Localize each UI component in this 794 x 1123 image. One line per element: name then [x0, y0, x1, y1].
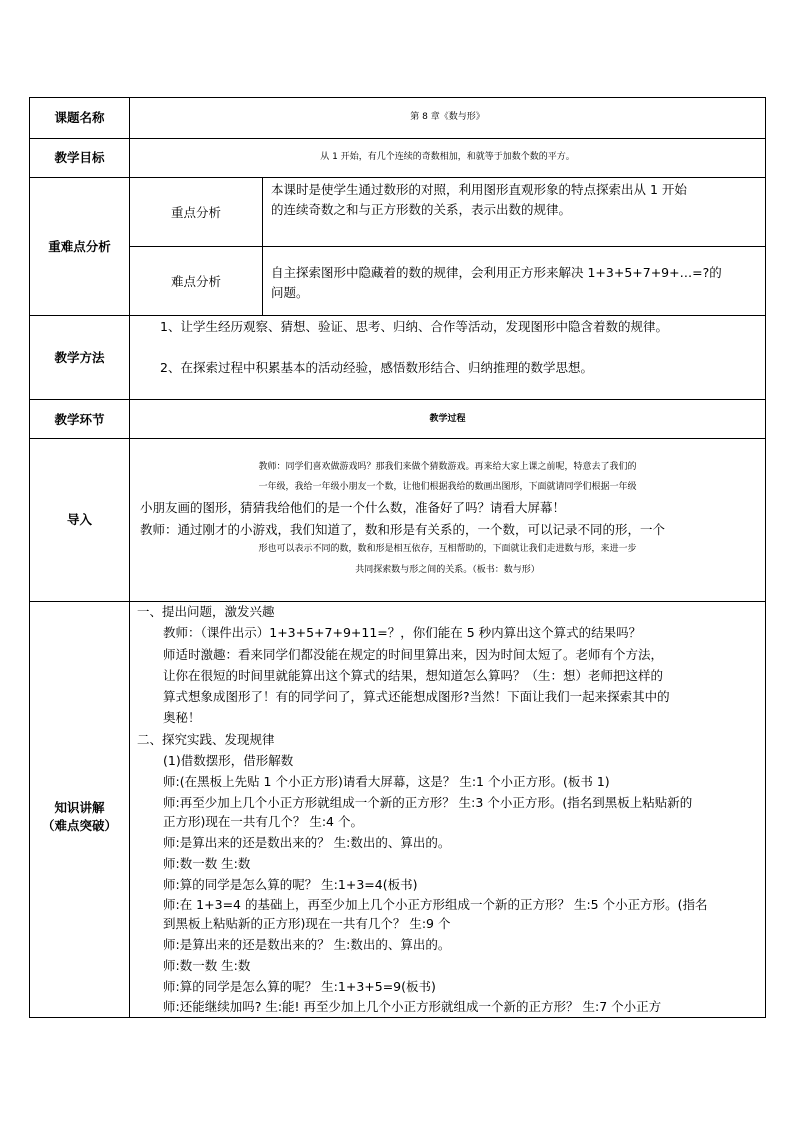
knowledge-line-13: 师:数一数 生:数 — [163, 856, 251, 871]
knowledge-line-5: 算式想象成图形了！有的同学问了，算式还能想成图形?当然！下面让我们一起来探索其中的 — [163, 689, 670, 704]
knowledge-line-18: 师:数一数 生:数 — [163, 958, 251, 973]
table-bottom-border — [29, 1017, 766, 1018]
knowledge-line-12: 师:是算出来的还是数出来的？ 生:数出的、算出的。 — [163, 835, 451, 850]
intro-line-4: 教师：通过刚才的小游戏，我们知道了，数和形是有关系的，一个数，可以记录不同的形，一个 — [140, 522, 666, 537]
key-sublabel-divider — [262, 177, 263, 315]
focus-label: 重点分析 — [170, 205, 221, 220]
intro-line-6: 共同探索数与形之间的关系。（板书：数与形） — [355, 565, 540, 575]
table-top-border — [29, 97, 766, 98]
knowledge-line-17: 师:是算出来的还是数出来的？ 生:数出的、算出的。 — [163, 937, 451, 952]
stage-value: 教学过程 — [429, 414, 466, 424]
knowledge-line-2: 教师：（课件出示）1+3+5+7+9+11=？，你们能在 5 秒内算出这个算式的结果吗？ — [163, 625, 642, 640]
row-divider-key-inner — [129, 246, 766, 247]
knowledge-line-10: 师:再至少加上几个小正方形就组成一个新的正方形？ 生:3 个小正方形。(指名到黑板上粘贴新的 — [163, 795, 693, 810]
row-divider-1 — [29, 138, 766, 139]
difficulty-label: 难点分析 — [170, 274, 221, 289]
knowledge-line-16: 到黑板上粘贴新的正方形)现在一共有几个？ 生:9 个 — [163, 916, 451, 931]
knowledge-line-9: 师:(在黑板上先贴 1 个小正方形)请看大屏幕，这是？ 生:1 个小正方形。(板书 1) — [163, 774, 610, 789]
knowledge-line-7: 二、探究实践、发现规律 — [137, 732, 275, 747]
key-difficulty-label: 重难点分析 — [48, 239, 111, 254]
row-divider-5 — [29, 438, 766, 439]
difficulty-line-1: 自主探索图形中隐藏着的数的规律，会利用正方形来解决 1+3+5+7+9+…=?的 — [271, 265, 722, 280]
difficulty-line-2: 问题。 — [271, 285, 309, 300]
focus-line-1: 本课时是使学生通过数形的对照，利用图形直观形象的特点探索出从 1 开始 — [271, 182, 687, 197]
focus-line-2: 的连续奇数之和与正方形数的关系，表示出数的规律。 — [271, 202, 572, 217]
knowledge-line-4: 让你在很短的时间里就能算出这个算式的结果，想知道怎么算吗？（生：想）老师把这样的 — [163, 668, 664, 683]
method-item-2: 2、在探索过程中积累基本的活动经验，感悟数形结合、归纳推理的数学思想。 — [160, 360, 593, 375]
stage-label: 教学环节 — [54, 412, 105, 427]
knowledge-line-15: 师:在 1+3=4 的基础上，再至少加上几个小正方形组成一个新的正方形？ 生:5 个小正方形。(指名 — [163, 897, 708, 912]
table-left-border — [29, 97, 30, 1018]
row-divider-4 — [29, 399, 766, 400]
title-label: 课题名称 — [54, 110, 105, 125]
knowledge-line-14: 师:算的同学是怎么算的呢？ 生:1+3=4(板书) — [163, 877, 418, 892]
goal-label: 教学目标 — [54, 150, 105, 165]
intro-line-5: 形也可以表示不同的数，数和形是相互依存，互相帮助的，下面就让我们走进数与形，来进一步 — [258, 544, 637, 554]
method-label: 教学方法 — [54, 350, 105, 365]
knowledge-line-8: (1)借数摆形，借形解数 — [163, 753, 294, 768]
goal-value: 从 1 开始，有几个连续的奇数相加，和就等于加数个数的平方。 — [320, 152, 575, 162]
knowledge-line-3: 师适时激趣：看来同学们都没能在规定的时间里算出来，因为时间太短了。老师有个方法， — [163, 647, 664, 662]
intro-line-3: 小朋友画的图形，猜猜我给他们的是一个什么数，准备好了吗？请看大屏幕！ — [140, 500, 566, 515]
table-right-border — [765, 97, 766, 1018]
knowledge-sublabel: （难点突破） — [41, 818, 117, 833]
title-value: 第 8 章《数与形》 — [410, 112, 485, 122]
knowledge-line-1: 一、提出问题，激发兴趣 — [137, 604, 275, 619]
row-divider-3 — [29, 315, 766, 316]
intro-line-1: 教师：同学们喜欢做游戏吗？那我们来做个猜数游戏。再来给大家上课之前呢，特意去了我们的 — [258, 462, 637, 472]
row-divider-2 — [29, 177, 766, 178]
knowledge-line-19: 师:算的同学是怎么算的呢？ 生:1+3+5=9(板书) — [163, 979, 436, 994]
method-item-1: 1、让学生经历观察、猜想、验证、思考、归纳、合作等活动，发现图形中隐含着数的规律。 — [160, 319, 668, 334]
intro-line-2: 一年级，我给一年级小朋友一个数，让他们根据我给的数画出图形，下面就请同学们根据一年级 — [258, 482, 637, 492]
knowledge-label: 知识讲解 — [54, 800, 105, 815]
knowledge-line-20: 师:还能继续加吗? 生:能! 再至少加上几个小正方形就组成一个新的正方形？ 生:7 个小正方 — [163, 999, 662, 1014]
knowledge-line-11: 正方形)现在一共有几个？ 生:4 个。 — [163, 814, 363, 829]
knowledge-line-6: 奥秘！ — [163, 710, 201, 725]
intro-label: 导入 — [66, 512, 92, 527]
row-divider-6 — [29, 601, 766, 602]
